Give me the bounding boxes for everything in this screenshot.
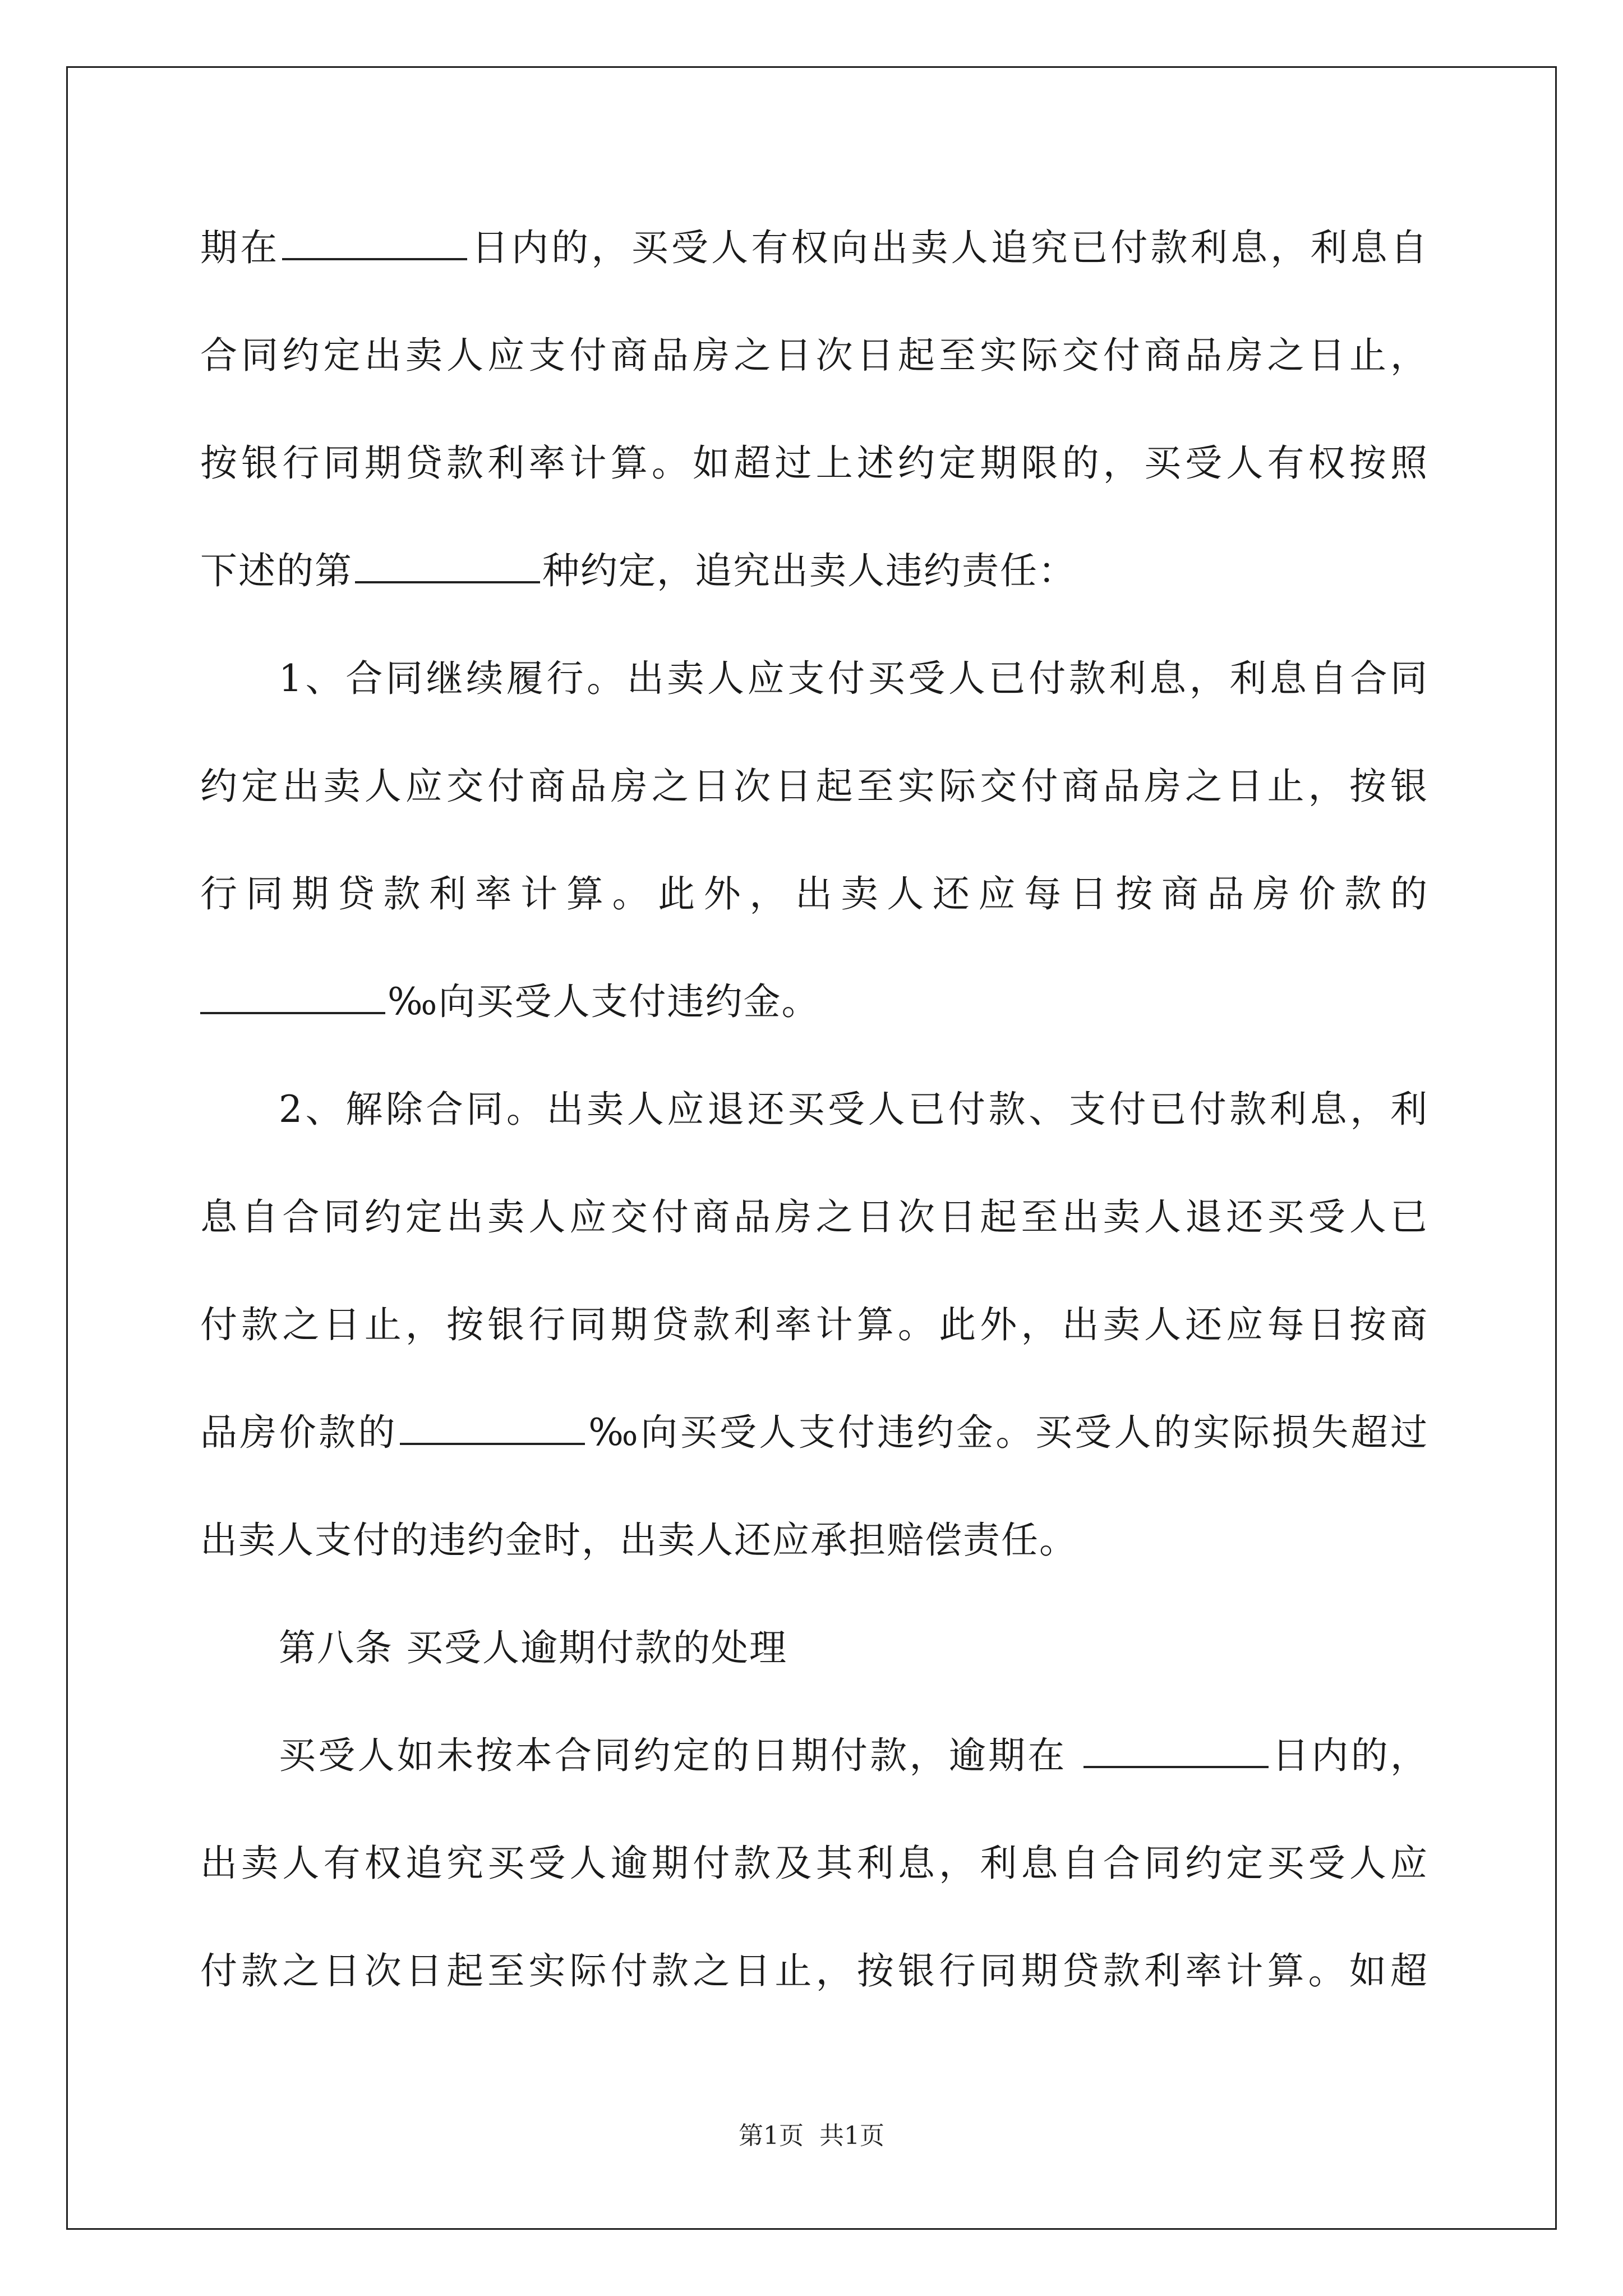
text-line: 合同约定出卖人应支付商品房之日次日起至实际交付商品房之日止， bbox=[200, 334, 1428, 377]
text-line: 约定出卖人应交付商品房之日次日起至实际交付商品房之日止，按银 bbox=[200, 765, 1428, 808]
text-line: 期在 日内的，买受人有权向出卖人追究已付款利息，利息自 bbox=[200, 226, 1429, 269]
page-border bbox=[66, 66, 1557, 2230]
fill-in-blank bbox=[282, 227, 467, 260]
fill-in-blank bbox=[1083, 1734, 1269, 1768]
text-line: 出卖人有权追究买受人逾期付款及其利息，利息自合同约定买受人应 bbox=[200, 1842, 1428, 1885]
page-footer bbox=[0, 2120, 1623, 2152]
paragraph-item-1: 1、合同继续履行。出卖人应支付买受人已付款利息，利息自合同 bbox=[279, 657, 1428, 700]
text-line: 品房价款的 ‰向买受人支付违约金。买受人的实际损失超过 bbox=[200, 1411, 1429, 1454]
fill-in-blank bbox=[200, 981, 385, 1014]
fill-in-blank bbox=[355, 550, 540, 583]
text-line: 付款之日止，按银行同期贷款利率计算。此外，出卖人还应每日按商 bbox=[200, 1303, 1428, 1346]
text-line: 出卖人支付的违约金时，出卖人还应承担赔偿责任。 bbox=[200, 1519, 1077, 1562]
section-heading: 第八条 买受人逾期付款的处理 bbox=[279, 1626, 787, 1669]
page-total: 共1页 bbox=[819, 2122, 884, 2150]
text-line: 息自合同约定出卖人应交付商品房之日次日起至出卖人退还买受人已 bbox=[200, 1195, 1428, 1239]
text-line: 行同期贷款利率计算。此外，出卖人还应每日按商品房价款的 bbox=[200, 872, 1428, 915]
fill-in-blank bbox=[400, 1411, 585, 1445]
text-line: 买受人如未按本合同约定的日期付款，逾期在 日内的， bbox=[279, 1734, 1428, 1777]
text-line: 下述的第 种约定，追究出卖人违约责任： bbox=[200, 549, 1076, 592]
text-line: 付款之日次日起至实际付款之日止，按银行同期贷款利率计算。如超 bbox=[200, 1949, 1428, 1993]
text-line: ‰向买受人支付违约金。 bbox=[200, 979, 820, 1024]
page-number: 第1页 bbox=[739, 2122, 804, 2150]
paragraph-item-2: 2、解除合同。出卖人应退还买受人已付款、支付已付款利息，利 bbox=[279, 1088, 1428, 1131]
text-line: 按银行同期贷款利率计算。如超过上述约定期限的，买受人有权按照 bbox=[200, 441, 1428, 485]
